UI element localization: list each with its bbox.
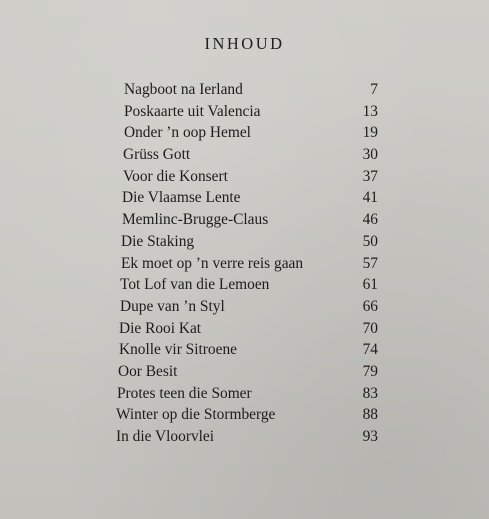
- toc-entry-page: 66: [362, 297, 378, 315]
- toc-entry-title: Die Staking: [121, 232, 195, 250]
- toc-entry-title: Memlinc-Brugge-Claus: [122, 211, 269, 229]
- toc-entry-title: Nagboot na Ierland: [124, 81, 243, 98]
- toc-entry: [110, 122, 378, 144]
- toc-entry-title: Tot Lof van die Lemoen: [120, 276, 270, 294]
- toc-entry-page: 61: [362, 276, 378, 294]
- toc-entry-title: Onder ’n oop Hemel: [124, 124, 251, 142]
- toc-entry: [110, 274, 378, 296]
- toc-entry: [110, 361, 378, 383]
- toc-entry: [110, 144, 378, 166]
- toc-entry-title: Winter op die Stormberge: [116, 406, 276, 424]
- toc-entry: [110, 101, 378, 123]
- toc-entry-title: Oor Besit: [118, 362, 178, 380]
- toc-entry-page: 7: [370, 81, 378, 98]
- toc-entry-page: 41: [362, 189, 378, 207]
- toc-entry-title: Ek moet op ’n verre reis gaan: [121, 254, 304, 272]
- toc-entry: [110, 383, 378, 405]
- contents-heading: INHOUD: [204, 34, 285, 53]
- toc-entry-title: Die Vlaamse Lente: [122, 189, 241, 207]
- toc-entry-title: Dupe van ’n Styl: [120, 297, 225, 315]
- toc-entry: [110, 318, 378, 340]
- toc-entry-title: Knolle vir Sitroene: [119, 341, 237, 359]
- toc-entry-title: Protes teen die Somer: [117, 384, 252, 402]
- toc-entry-page: 46: [362, 211, 378, 229]
- toc-entry: [110, 296, 378, 318]
- toc-entry-page: 93: [362, 428, 378, 445]
- toc-entry-page: 79: [362, 362, 378, 380]
- toc-entry: [110, 166, 378, 188]
- toc-entry: [110, 187, 378, 209]
- toc-entry-page: 19: [362, 124, 378, 142]
- toc-entry: [110, 339, 378, 361]
- toc-entry-page: 74: [362, 341, 378, 359]
- toc-entry-title: Grüss Gott: [123, 146, 191, 164]
- toc-entry-page: 37: [362, 167, 378, 185]
- toc-entry: [110, 209, 378, 231]
- toc-entry-title: Voor die Konsert: [123, 167, 228, 185]
- toc-entry-page: 50: [362, 232, 378, 250]
- toc-entry-title: Die Rooi Kat: [119, 319, 202, 337]
- toc-entry-page: 88: [362, 406, 378, 424]
- toc-entry: [110, 253, 378, 275]
- toc-entry-page: 30: [362, 146, 378, 164]
- toc-entry: [110, 426, 378, 448]
- toc-entry-title: In die Vloorvlei: [116, 428, 215, 445]
- toc-entry-page: 70: [362, 319, 378, 337]
- toc-entry: [110, 79, 378, 101]
- toc-entry-page: 83: [362, 384, 378, 402]
- table-of-contents: [110, 79, 378, 448]
- toc-entry: [110, 231, 378, 253]
- toc-entry-title: Poskaarte uit Valencia: [124, 102, 261, 120]
- toc-entry-page: 13: [362, 102, 378, 120]
- toc-entry: [110, 404, 378, 426]
- toc-entry-page: 57: [362, 254, 378, 272]
